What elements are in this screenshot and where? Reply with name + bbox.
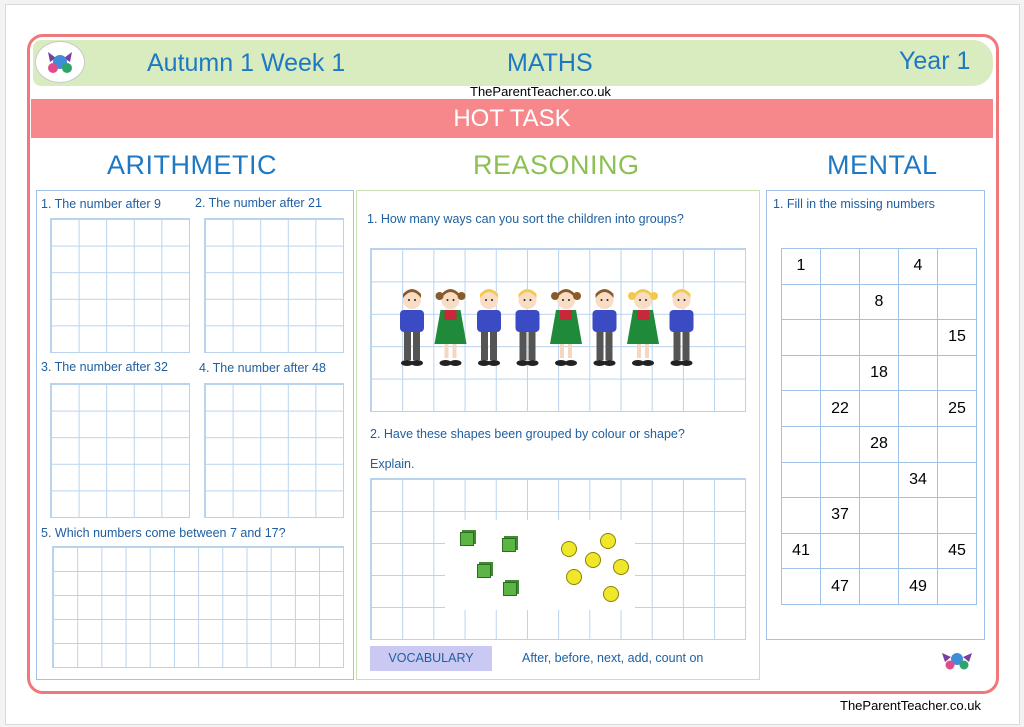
blank-number-cell[interactable] xyxy=(860,249,899,285)
number-cell: 37 xyxy=(821,498,860,534)
number-cell: 1 xyxy=(782,249,821,285)
green-cube-icon xyxy=(477,564,491,578)
mental-q1: 1. Fill in the missing numbers xyxy=(773,197,935,211)
reasoning-q1: 1. How many ways can you sort the children into groups? xyxy=(367,212,684,226)
blank-number-cell[interactable] xyxy=(899,284,938,320)
shapes-area xyxy=(445,520,635,610)
subject-title: MATHS xyxy=(507,49,593,77)
blank-number-cell[interactable] xyxy=(899,533,938,569)
answer-grid-q2[interactable] xyxy=(204,218,344,353)
blank-number-cell[interactable] xyxy=(938,426,977,462)
blank-number-cell[interactable] xyxy=(782,462,821,498)
blank-number-cell[interactable] xyxy=(821,249,860,285)
number-grid-row xyxy=(782,355,977,391)
vocabulary-label: VOCABULARY xyxy=(370,646,492,671)
yellow-circle-icon xyxy=(600,533,616,549)
number-grid-row xyxy=(782,426,977,462)
children-illustration xyxy=(388,284,728,374)
number-cell: 8 xyxy=(860,284,899,320)
blank-number-cell[interactable] xyxy=(899,355,938,391)
blank-number-cell[interactable] xyxy=(938,569,977,605)
blank-number-cell[interactable] xyxy=(782,284,821,320)
boy-figure-icon xyxy=(516,289,540,366)
logo-icon xyxy=(35,41,85,83)
blank-number-cell[interactable] xyxy=(782,426,821,462)
boy-figure-icon xyxy=(477,289,501,366)
arithmetic-q3: 3. The number after 32 xyxy=(41,360,168,374)
blank-number-cell[interactable] xyxy=(860,391,899,427)
mental-title: MENTAL xyxy=(827,150,938,180)
blank-number-cell[interactable] xyxy=(938,284,977,320)
green-cube-icon xyxy=(460,532,474,546)
arithmetic-q5: 5. Which numbers come between 7 and 17? xyxy=(41,526,286,540)
yellow-circle-icon xyxy=(561,541,577,557)
blank-number-cell[interactable] xyxy=(821,284,860,320)
girl-figure-icon xyxy=(627,289,659,366)
number-grid-row xyxy=(782,284,977,320)
reasoning-q2: 2. Have these shapes been grouped by colour or shape? xyxy=(370,427,685,441)
yellow-circle-icon xyxy=(603,586,619,602)
vocabulary-words: After, before, next, add, count on xyxy=(522,651,704,665)
arithmetic-title: ARITHMETIC xyxy=(107,150,277,180)
blank-number-cell[interactable] xyxy=(782,320,821,356)
answer-grid-q1[interactable] xyxy=(50,218,190,353)
number-grid-row xyxy=(782,462,977,498)
blank-number-cell[interactable] xyxy=(938,462,977,498)
blank-number-cell[interactable] xyxy=(782,569,821,605)
number-grid-row xyxy=(782,569,977,605)
yellow-circle-icon xyxy=(613,559,629,575)
blank-number-cell[interactable] xyxy=(860,462,899,498)
girl-figure-icon xyxy=(435,289,467,366)
blank-number-cell[interactable] xyxy=(860,498,899,534)
blank-number-cell[interactable] xyxy=(938,498,977,534)
blank-number-cell[interactable] xyxy=(899,320,938,356)
arithmetic-q2: 2. The number after 21 xyxy=(195,196,322,210)
blank-number-cell[interactable] xyxy=(821,355,860,391)
answer-grid-q4[interactable] xyxy=(204,383,344,518)
hot-task-banner: HOT TASK xyxy=(31,99,993,138)
site-name: TheParentTeacher.co.uk xyxy=(470,84,611,99)
footer-site: TheParentTeacher.co.uk xyxy=(840,698,981,713)
blank-number-cell[interactable] xyxy=(821,426,860,462)
number-cell: 34 xyxy=(899,462,938,498)
number-cell: 47 xyxy=(821,569,860,605)
week-title: Autumn 1 Week 1 xyxy=(147,49,346,77)
number-grid-row xyxy=(782,533,977,569)
answer-grid-q3[interactable] xyxy=(50,383,190,518)
number-cell: 49 xyxy=(899,569,938,605)
blank-number-cell[interactable] xyxy=(821,533,860,569)
green-cube-icon xyxy=(502,538,516,552)
arithmetic-q1: 1. The number after 9 xyxy=(41,197,161,211)
blank-number-cell[interactable] xyxy=(860,320,899,356)
boy-figure-icon xyxy=(400,289,424,366)
year-title: Year 1 xyxy=(899,47,971,75)
blank-number-cell[interactable] xyxy=(938,355,977,391)
blank-number-cell[interactable] xyxy=(899,391,938,427)
number-grid-row xyxy=(782,249,977,285)
blank-number-cell[interactable] xyxy=(782,391,821,427)
blank-number-cell[interactable] xyxy=(782,355,821,391)
boy-figure-icon xyxy=(670,289,694,366)
reasoning-title: REASONING xyxy=(473,150,640,180)
number-grid xyxy=(781,248,977,605)
arithmetic-q4: 4. The number after 48 xyxy=(199,361,326,375)
blank-number-cell[interactable] xyxy=(860,569,899,605)
explain-label: Explain. xyxy=(370,457,415,471)
number-cell: 28 xyxy=(860,426,899,462)
blank-number-cell[interactable] xyxy=(899,498,938,534)
number-cell: 41 xyxy=(782,533,821,569)
number-cell: 15 xyxy=(938,320,977,356)
yellow-circle-icon xyxy=(585,552,601,568)
blank-number-cell[interactable] xyxy=(938,249,977,285)
number-cell: 18 xyxy=(860,355,899,391)
number-cell: 22 xyxy=(821,391,860,427)
number-cell: 45 xyxy=(938,533,977,569)
answer-grid-q5[interactable] xyxy=(52,546,344,668)
blank-number-cell[interactable] xyxy=(821,320,860,356)
number-grid-row xyxy=(782,320,977,356)
number-grid-row xyxy=(782,391,977,427)
logo-small-icon xyxy=(937,645,977,678)
number-grid-row xyxy=(782,498,977,534)
green-cube-icon xyxy=(503,582,517,596)
girl-figure-icon xyxy=(550,289,582,366)
number-cell: 4 xyxy=(899,249,938,285)
boy-figure-icon xyxy=(593,289,617,366)
blank-number-cell[interactable] xyxy=(899,426,938,462)
number-cell: 25 xyxy=(938,391,977,427)
yellow-circle-icon xyxy=(566,569,582,585)
blank-number-cell[interactable] xyxy=(821,462,860,498)
blank-number-cell[interactable] xyxy=(782,498,821,534)
blank-number-cell[interactable] xyxy=(860,533,899,569)
